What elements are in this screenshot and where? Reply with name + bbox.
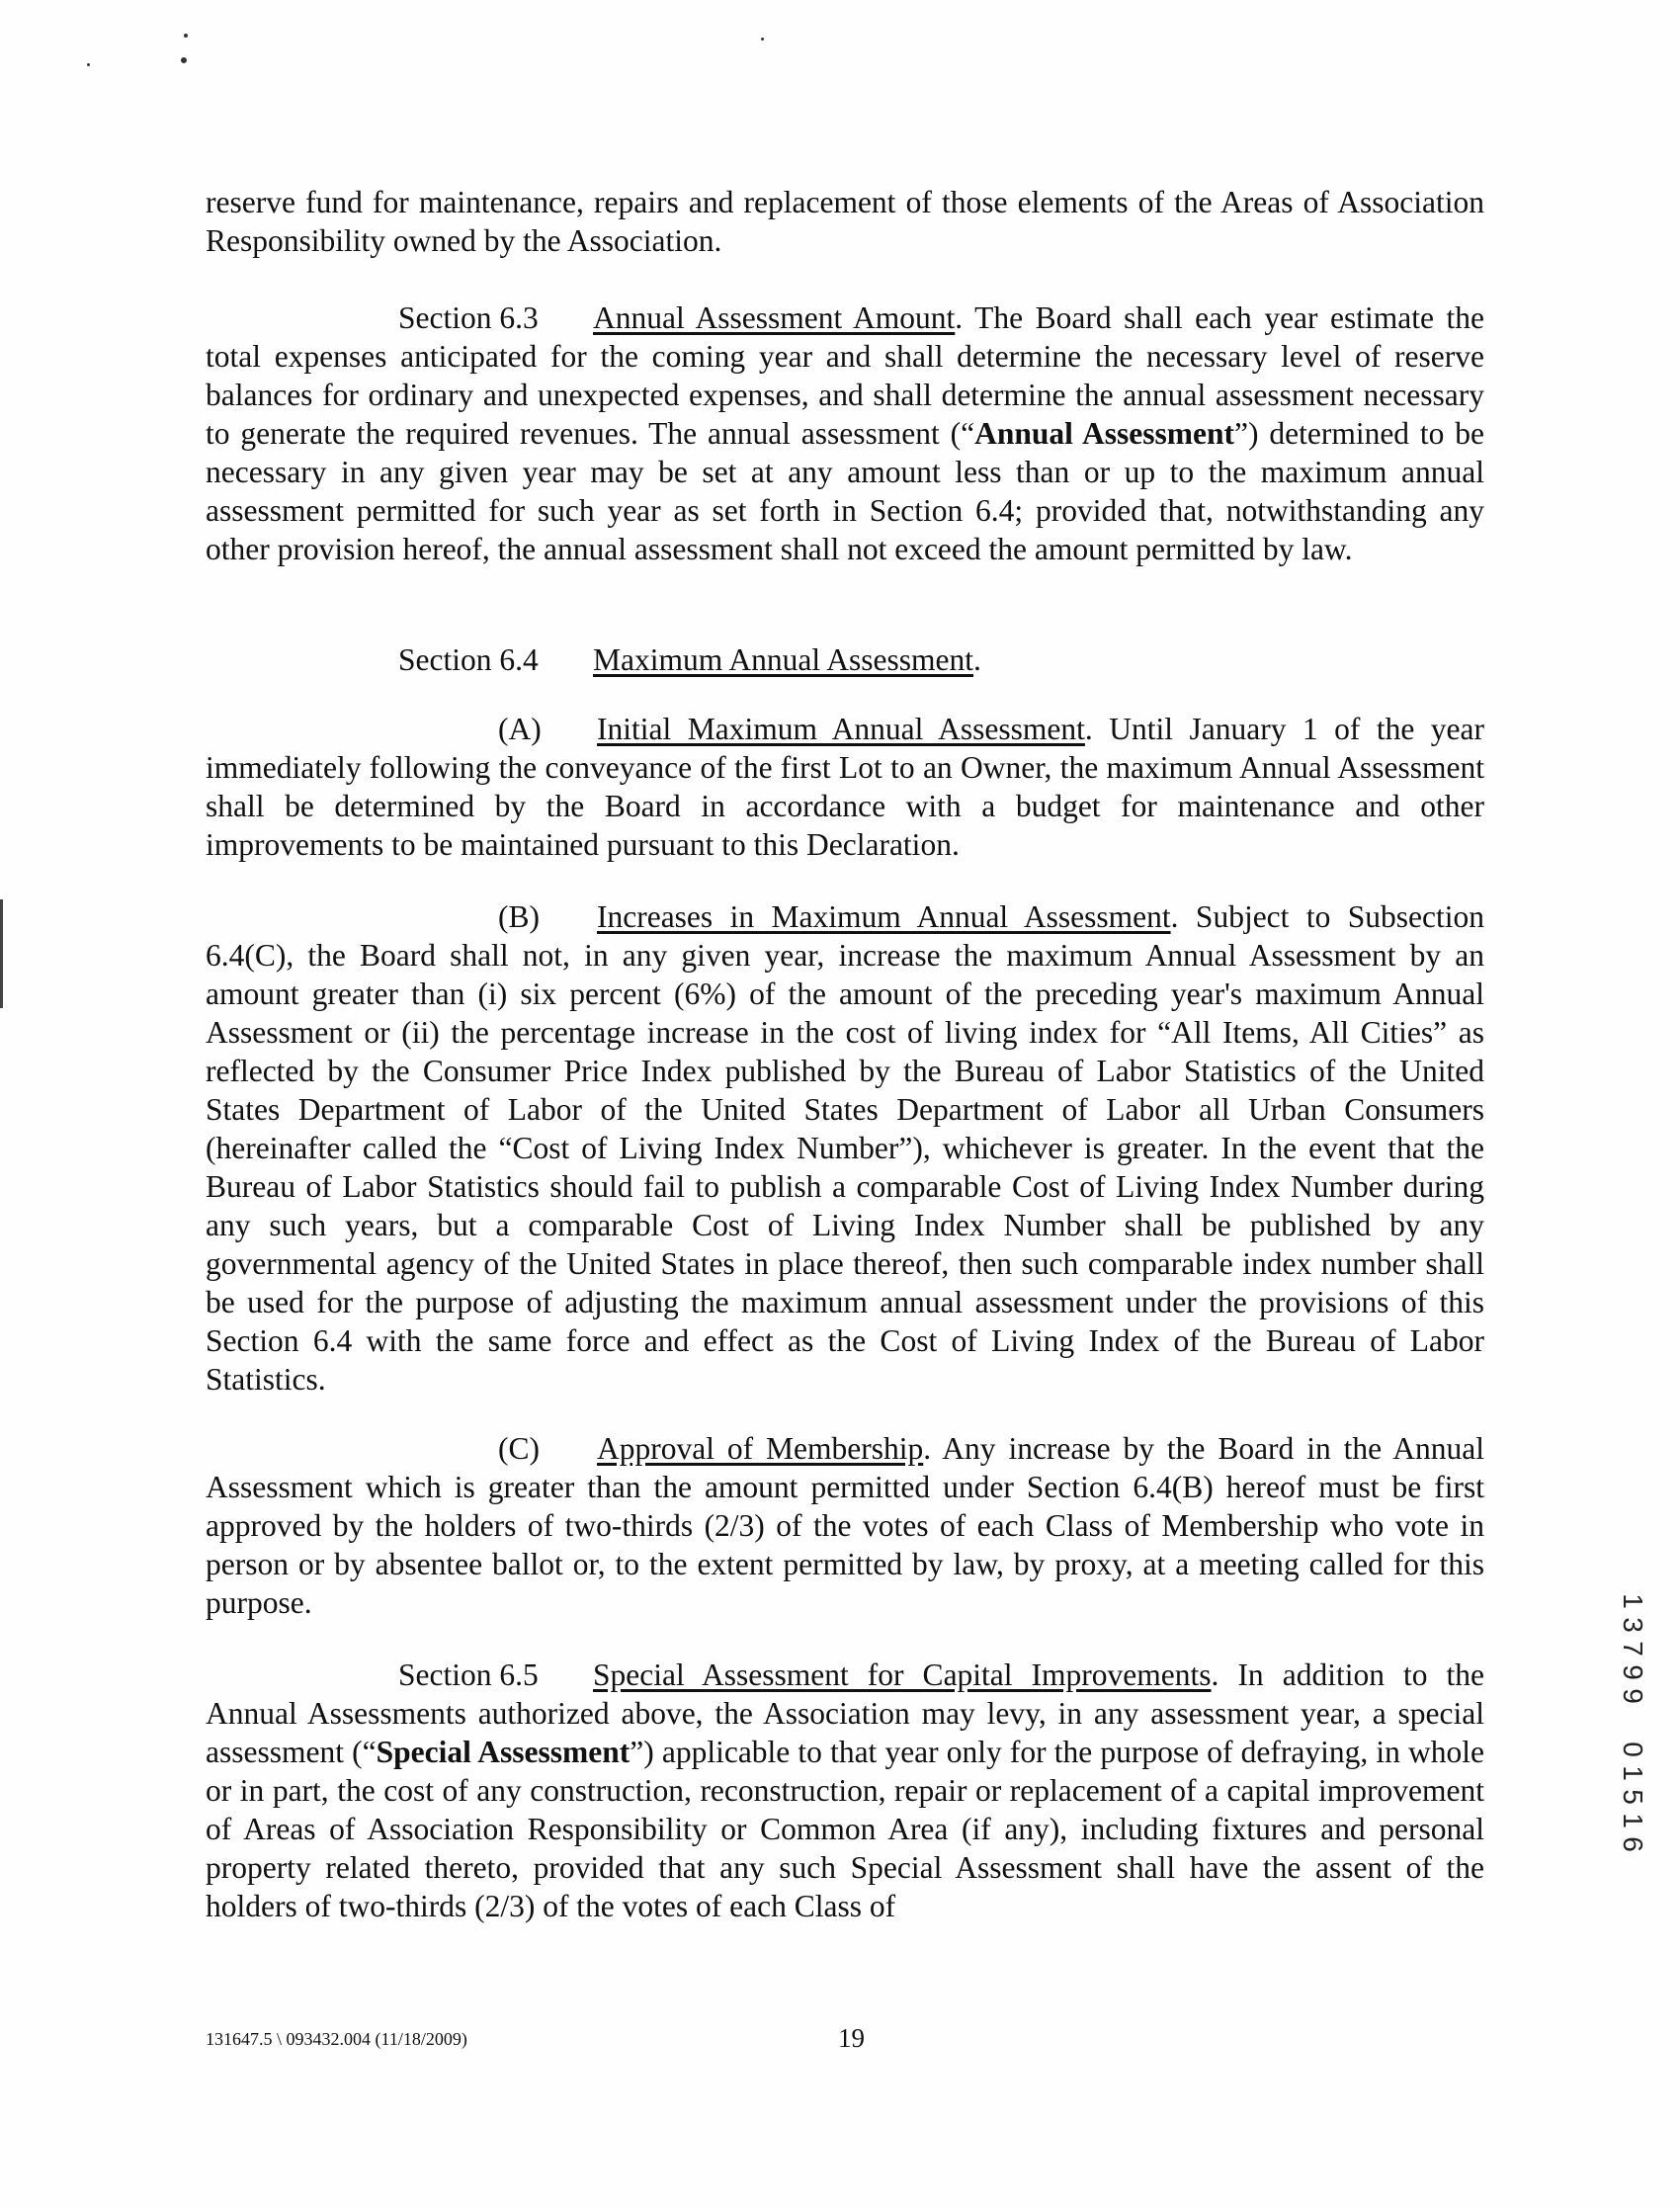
subsection-label: (A)	[498, 712, 542, 746]
subsection-6-4-a	[206, 710, 1484, 864]
stamp-digit: 5	[1617, 1789, 1648, 1805]
stamp-digit: 9	[1617, 1688, 1648, 1704]
section-text: ”) determined to be necessary in any given year may be set at any amount less than or up to the maximum annual assessment permitted for such year as set forth in Section 6.4; provided that, notwithstanding any other provision hereof, the annual assessment shall not exceed the amount permitted by law.	[206, 416, 1484, 566]
page-number: 19	[838, 2023, 865, 2053]
scan-speck	[184, 34, 188, 38]
subsection-label: (B)	[498, 899, 540, 934]
section-text: . The Board shall each year estimate the total expenses anticipated for the coming year and shall determine the necessary level of reserve balances for ordinary and unexpected expenses, and shall determine the annual assessment necessary to generate the required revenues. The annual assessment (“	[206, 300, 1484, 451]
subsection-heading: Initial Maximum Annual Assessment	[597, 712, 1085, 746]
recording-stamp	[1613, 1589, 1652, 1856]
subsection-label: (C)	[498, 1431, 540, 1466]
stamp-digit: 1	[1617, 1813, 1648, 1828]
defined-term: Annual Assessment	[974, 416, 1235, 451]
stamp-digit: 1	[1617, 1765, 1648, 1781]
stamp-digit: 7	[1617, 1641, 1648, 1657]
paragraph-reserve-fund	[206, 183, 1484, 260]
section-label: Section 6.4	[398, 642, 539, 677]
subsection-text: . Until January 1 of the year immediately following the conveyance of the first Lot to an Owner, the maximum Annual Assessment shall be determined by the Board in accordance with a budget for maintenance and other improvements to be maintained pursuant to this Declaration.	[206, 712, 1485, 862]
section-heading: Annual Assessment Amount	[593, 300, 956, 335]
scan-speck	[761, 38, 764, 41]
heading-period: .	[973, 642, 981, 677]
stamp-digit: 6	[1617, 1836, 1648, 1852]
section-text: . In addition to the Annual Assessments authorized above, the Association may levy, in any assessment year, a special assessment (“	[206, 1657, 1484, 1769]
stamp-digit: 9	[1617, 1664, 1648, 1680]
defined-term: Special Assessment	[376, 1735, 630, 1769]
subsection-text: . Subject to Subsection 6.4(C), the Board shall not, in any given year, increase the maximum Annual Assessment by an amount greater than (i) six percent (6%) of the amount of the preceding year's maximum Annual Assessment or (ii) the percentage increase in the cost of living index for “All Items, All Cities” as reflected by the Consumer Price Index published by the Bureau of Labor Statistics of the United States Department of Labor of the United States Department of Labor all Urban Consumers (hereinafter called the “Cost of Living Index Number”), whichever is greater. In the event that the Bureau of Labor Statistics should fail to publish a comparable Cost of Living Index Number during any such years, but a comparable Cost of Living Index Number shall be published by any governmental agency of the United States in place thereof, then such comparable index number shall be used for the purpose of adjusting the maximum annual assessment under the provisions of this Section 6.4 with the same force and effect as the Cost of Living Index of the Bureau of Labor Statistics.	[206, 899, 1485, 1397]
scan-speck	[181, 57, 187, 63]
section-6-5	[206, 1656, 1484, 1925]
section-label: Section 6.5	[398, 1657, 539, 1692]
subsection-heading: Approval of Membership	[597, 1431, 924, 1466]
footer-document-id: 131647.5 \ 093432.004 (11/18/2009)	[206, 2029, 467, 2049]
scan-speck	[87, 63, 90, 66]
section-heading: Special Assessment for Capital Improvements	[593, 1657, 1212, 1692]
subsection-text: . Any increase by the Board in the Annual Assessment which is greater than the amount permitted under Section 6.4(B) hereof must be first approved by the holders of two-thirds (2/3) of the votes of each Class of Membership who vote in person or by absentee ballot or, to the extent permitted by law, by proxy, at a meeting called for this purpose.	[206, 1431, 1484, 1620]
section-6-4	[206, 640, 1484, 679]
stamp-digit: 1	[1617, 1593, 1648, 1609]
subsection-6-4-b	[206, 897, 1484, 1399]
stamp-digit: 0	[1617, 1742, 1648, 1757]
stamp-digit: 3	[1617, 1617, 1648, 1633]
section-heading: Maximum Annual Assessment	[593, 642, 973, 677]
section-label: Section 6.3	[398, 300, 539, 335]
scan-edge-mark	[0, 899, 3, 1008]
subsection-6-4-c	[206, 1429, 1484, 1622]
section-text: ”) applicable to that year only for the purpose of defraying, in whole or in part, the cost of any construction, reconstruction, repair or replacement of a capital improvement of Areas of Association Responsibility or Common Area (if any), including fixtures and personal property related thereto, provided that any such Special Assessment shall have the assent of the holders of two-thirds (2/3) of the votes of each Class of	[206, 1735, 1484, 1923]
paragraph-text: reserve fund for maintenance, repairs and replacement of those elements of the Areas of Association Responsibility owned by the Association.	[206, 185, 1484, 258]
subsection-heading: Increases in Maximum Annual Assessment	[597, 899, 1171, 934]
section-6-3	[206, 298, 1484, 568]
